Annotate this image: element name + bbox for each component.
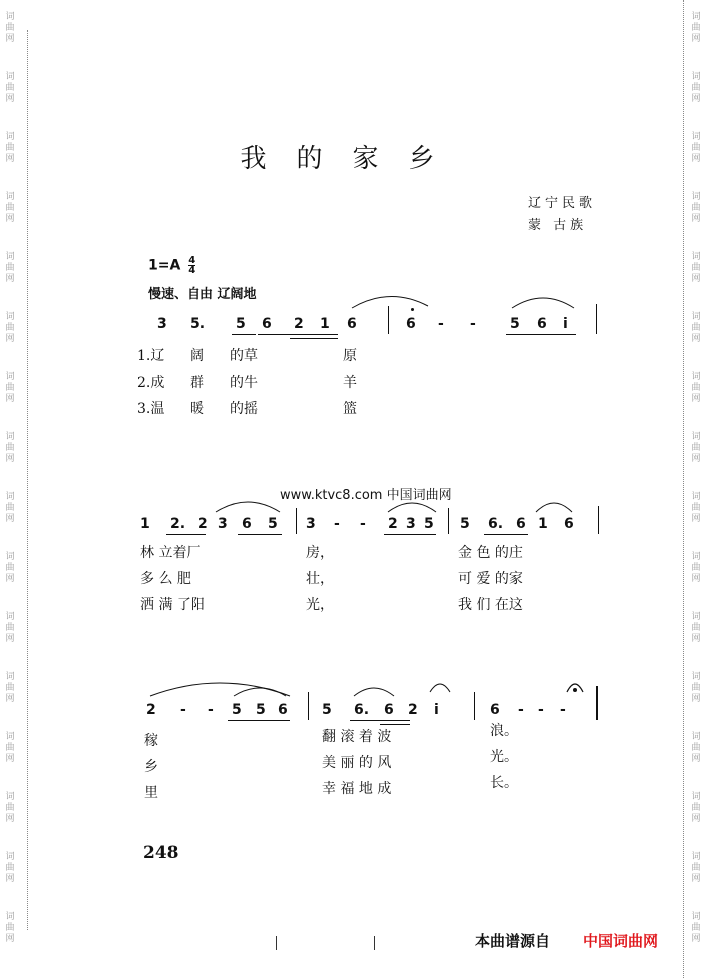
- side-watermark-char: 词: [5, 72, 15, 82]
- side-watermark-char: 网: [5, 34, 15, 44]
- side-watermark-char: 网: [691, 754, 701, 764]
- side-watermark-glyphs: [688, 192, 704, 225]
- side-watermark-char: 网: [691, 214, 701, 224]
- time-signature: [188, 256, 195, 275]
- lyric: 可 爱 的家: [458, 571, 523, 587]
- lyric: 翻 滚 着 波: [322, 729, 392, 745]
- side-watermark-glyphs: [2, 792, 18, 825]
- key-signature: [148, 256, 195, 275]
- note: 5: [460, 516, 470, 532]
- side-watermark-char: 网: [5, 634, 15, 644]
- slur: [386, 496, 438, 514]
- side-watermark-char: 曲: [691, 323, 701, 333]
- lyric: 里: [144, 785, 158, 801]
- side-watermark-char: 词: [691, 732, 701, 742]
- side-watermark-char: 网: [5, 574, 15, 584]
- side-watermark-char: 词: [5, 252, 15, 262]
- side-watermark-glyphs: [2, 912, 18, 945]
- lyric: 光。: [490, 749, 518, 765]
- side-watermark-char: 网: [5, 694, 15, 704]
- lyric: 洒 满 了阳: [140, 597, 205, 613]
- side-watermark-glyphs: [2, 192, 18, 225]
- song-title: 我的家乡: [240, 144, 465, 174]
- side-watermark-glyphs: [2, 492, 18, 525]
- note: 6: [490, 702, 500, 718]
- note: 6: [406, 316, 416, 332]
- side-watermark-glyphs: [2, 312, 18, 345]
- bar-line: [308, 692, 309, 720]
- side-watermark-char: 曲: [5, 23, 15, 33]
- side-watermark-char: 词: [5, 432, 15, 442]
- note: 5: [424, 516, 434, 532]
- side-watermark-char: 词: [691, 192, 701, 202]
- note: -: [438, 316, 444, 332]
- side-watermark-glyphs: [2, 12, 18, 45]
- lyric: 的摇: [230, 401, 258, 417]
- side-watermark-char: 词: [5, 792, 15, 802]
- side-watermark-char: 网: [5, 814, 15, 824]
- side-watermark-glyphs: [688, 612, 704, 645]
- side-watermark-char: 曲: [5, 203, 15, 213]
- lyric: 我 们 在这: [458, 597, 523, 613]
- side-watermark-char: 曲: [691, 23, 701, 33]
- side-watermark-char: 曲: [691, 923, 701, 933]
- side-watermark-char: 网: [5, 754, 15, 764]
- note: 5: [232, 702, 242, 718]
- side-watermark-glyphs: [688, 312, 704, 345]
- side-watermark-char: 网: [691, 874, 701, 884]
- side-watermark-char: 词: [5, 12, 15, 22]
- side-watermark-char: 曲: [5, 683, 15, 693]
- side-watermark-char: 网: [691, 454, 701, 464]
- side-watermark-char: 网: [691, 394, 701, 404]
- side-watermark-char: 曲: [5, 383, 15, 393]
- side-watermark-char: 词: [691, 672, 701, 682]
- note: -: [180, 702, 186, 718]
- footer-brand-link[interactable]: 中国词曲网: [583, 932, 659, 950]
- side-watermark-char: 词: [691, 312, 701, 322]
- lyric: 稼: [144, 733, 158, 749]
- side-watermark-char: 网: [691, 274, 701, 284]
- side-watermark-glyphs: [688, 912, 704, 945]
- note: 2: [388, 516, 398, 532]
- lyric: 壮，: [306, 571, 334, 587]
- fermata-icon: [566, 680, 584, 694]
- side-watermark-char: 词: [5, 732, 15, 742]
- note: -: [538, 702, 544, 718]
- beam-underline: [238, 534, 282, 535]
- note: 3: [306, 516, 316, 532]
- note: 2: [198, 516, 208, 532]
- lyric: 浪。: [490, 723, 518, 739]
- beam-underline: [228, 720, 290, 721]
- side-watermark-char: 曲: [691, 563, 701, 573]
- side-watermark-char: 词: [5, 312, 15, 322]
- side-watermark-char: 曲: [5, 863, 15, 873]
- side-watermark-char: 网: [691, 934, 701, 944]
- side-watermark-char: 词: [5, 852, 15, 862]
- note: 6: [242, 516, 252, 532]
- time-den: 4: [188, 265, 196, 276]
- side-watermark-glyphs: [688, 672, 704, 705]
- note: 1: [140, 516, 150, 532]
- side-watermark-char: 网: [691, 334, 701, 344]
- side-watermark-glyphs: [688, 552, 704, 585]
- side-watermark-char: 曲: [5, 323, 15, 333]
- note: 1: [538, 516, 548, 532]
- note: 2.: [170, 516, 186, 532]
- side-watermark-glyphs: [2, 372, 18, 405]
- note: -: [470, 316, 476, 332]
- slur: [534, 496, 574, 514]
- side-watermark-char: 曲: [5, 923, 15, 933]
- side-watermark-char: 曲: [5, 503, 15, 513]
- beam-underline: [290, 338, 338, 339]
- note: 2: [408, 702, 418, 718]
- beam-underline: [484, 534, 528, 535]
- lyric: 群: [190, 375, 204, 391]
- lyric: 美 丽 的 风: [322, 755, 392, 771]
- side-watermark-char: 曲: [691, 743, 701, 753]
- side-watermark-char: 词: [5, 132, 15, 142]
- footer-source-label: 本曲谱源自: [475, 932, 551, 950]
- side-watermark-glyphs: [2, 72, 18, 105]
- time-num: 4: [188, 255, 196, 266]
- lyric: 暖: [190, 401, 204, 417]
- side-watermark-char: 曲: [691, 503, 701, 513]
- side-watermark-glyphs: [2, 552, 18, 585]
- side-watermark-char: 曲: [691, 683, 701, 693]
- side-watermark-char: 曲: [691, 803, 701, 813]
- bar-line: [596, 686, 598, 720]
- side-watermark-glyphs: [688, 252, 704, 285]
- note: 6: [564, 516, 574, 532]
- side-watermark-glyphs: [688, 492, 704, 525]
- footer-tick: [276, 936, 277, 950]
- side-watermark-char: 网: [5, 214, 15, 224]
- side-watermark-char: 词: [691, 372, 701, 382]
- side-watermark-char: 词: [5, 492, 15, 502]
- lyric: 乡: [144, 759, 158, 775]
- side-watermark-char: 词: [691, 492, 701, 502]
- note: 1: [320, 316, 330, 332]
- side-watermark-glyphs: [2, 612, 18, 645]
- lyric: 阔: [190, 348, 204, 364]
- lyric: 的草: [230, 348, 258, 364]
- note: i: [434, 702, 439, 718]
- slur: [510, 290, 576, 310]
- note: 3: [406, 516, 416, 532]
- side-watermark-char: 词: [691, 852, 701, 862]
- note: -: [360, 516, 366, 532]
- side-watermark-char: 词: [691, 132, 701, 142]
- side-watermark-glyphs: [2, 252, 18, 285]
- beam-underline: [506, 334, 576, 335]
- side-watermark-char: 曲: [5, 83, 15, 93]
- side-watermark-glyphs: [2, 672, 18, 705]
- bar-line: [388, 306, 389, 334]
- footer-tick: [374, 936, 375, 950]
- side-watermark-char: 曲: [691, 83, 701, 93]
- side-watermark-char: 词: [691, 432, 701, 442]
- side-watermark-char: 网: [5, 334, 15, 344]
- side-watermark-char: 网: [691, 574, 701, 584]
- lyric: 3.温: [137, 401, 165, 417]
- note: 5: [236, 316, 246, 332]
- beam-underline: [350, 720, 410, 721]
- note: 5: [510, 316, 520, 332]
- side-watermark-char: 词: [691, 612, 701, 622]
- side-watermark-char: 曲: [691, 263, 701, 273]
- side-watermark-char: 曲: [691, 863, 701, 873]
- note: 5: [322, 702, 332, 718]
- side-watermark-glyphs: [688, 372, 704, 405]
- side-watermark-glyphs: [688, 12, 704, 45]
- slur: [350, 290, 430, 310]
- side-watermark-glyphs: [688, 72, 704, 105]
- side-watermark-glyphs: [688, 852, 704, 885]
- side-watermark-glyphs: [2, 732, 18, 765]
- side-watermark-char: 网: [5, 934, 15, 944]
- bar-line: [596, 304, 597, 334]
- side-watermark-char: 曲: [5, 443, 15, 453]
- side-watermark-glyphs: [688, 792, 704, 825]
- lyric: 光，: [306, 597, 334, 613]
- slur: [428, 678, 452, 694]
- note: 6.: [488, 516, 504, 532]
- side-watermark-char: 曲: [5, 803, 15, 813]
- lyric: 原: [343, 348, 357, 364]
- tempo-marking: 慢速、自由 辽阔地: [148, 287, 257, 302]
- note: 6: [384, 702, 394, 718]
- side-watermark-char: 词: [5, 192, 15, 202]
- side-watermark-char: 曲: [5, 623, 15, 633]
- side-watermark-char: 网: [5, 154, 15, 164]
- page-number: 248: [143, 843, 179, 863]
- side-watermark-char: 词: [5, 552, 15, 562]
- side-watermark-char: 词: [691, 912, 701, 922]
- lyric: 幸 福 地 成: [322, 781, 392, 797]
- beam-underline: [258, 334, 338, 335]
- key-label: 1=A: [148, 257, 181, 274]
- side-watermark-char: 词: [691, 792, 701, 802]
- side-watermark-char: 词: [691, 12, 701, 22]
- lyric: 林 立着厂: [140, 545, 201, 561]
- side-watermark-char: 网: [5, 394, 15, 404]
- note: -: [208, 702, 214, 718]
- side-watermark-glyphs: [688, 432, 704, 465]
- note: 2: [294, 316, 304, 332]
- side-watermark-char: 词: [691, 552, 701, 562]
- note: 6: [347, 316, 357, 332]
- lyric: 多 么 肥: [140, 571, 191, 587]
- side-watermark-char: 词: [5, 672, 15, 682]
- slur: [214, 496, 282, 514]
- side-watermark-char: 网: [5, 874, 15, 884]
- side-watermark-char: 网: [5, 94, 15, 104]
- note: 6.: [354, 702, 370, 718]
- lyric: 2.成: [137, 375, 165, 391]
- beam-underline: [166, 534, 206, 535]
- side-watermark-char: 网: [691, 514, 701, 524]
- lyric: 1.辽: [137, 348, 165, 364]
- side-watermark-char: 网: [691, 34, 701, 44]
- slur: [352, 682, 396, 698]
- side-watermark-char: 词: [5, 912, 15, 922]
- side-watermark-char: 网: [691, 814, 701, 824]
- note: 6: [537, 316, 547, 332]
- lyric: 房，: [306, 545, 334, 561]
- note: -: [560, 702, 566, 718]
- note: 3: [218, 516, 228, 532]
- note: 5: [268, 516, 278, 532]
- song-ethnic: 蒙 古族: [528, 218, 588, 233]
- side-watermark-char: 曲: [691, 203, 701, 213]
- bar-line: [598, 506, 599, 534]
- side-watermark-char: 曲: [5, 143, 15, 153]
- note: 6: [516, 516, 526, 532]
- side-watermark-char: 曲: [691, 623, 701, 633]
- beam-underline: [232, 334, 256, 335]
- note: 6: [278, 702, 288, 718]
- note: -: [518, 702, 524, 718]
- side-watermark-char: 网: [5, 514, 15, 524]
- lyric: 长。: [490, 775, 518, 791]
- side-watermark-char: 曲: [691, 383, 701, 393]
- side-watermark-char: 曲: [5, 263, 15, 273]
- side-watermark-char: 词: [5, 612, 15, 622]
- side-watermark-char: 曲: [691, 143, 701, 153]
- side-watermark-char: 网: [691, 694, 701, 704]
- bar-line: [296, 508, 297, 534]
- note: i: [563, 316, 568, 332]
- side-watermark-glyphs: [2, 852, 18, 885]
- note: 6: [262, 316, 272, 332]
- fermata-dot: [411, 308, 414, 311]
- lyric: 的牛: [230, 375, 258, 391]
- side-watermark-char: 网: [691, 94, 701, 104]
- side-watermark-char: 曲: [691, 443, 701, 453]
- lyric: 羊: [343, 375, 357, 391]
- beam-underline: [380, 724, 410, 725]
- side-watermark-char: 网: [5, 454, 15, 464]
- note: 5: [256, 702, 266, 718]
- note: 3: [157, 316, 167, 332]
- note: -: [334, 516, 340, 532]
- note: 2: [146, 702, 156, 718]
- side-watermark-char: 网: [5, 274, 15, 284]
- side-watermark-char: 曲: [5, 563, 15, 573]
- song-origin: 辽宁民歌: [528, 196, 597, 211]
- side-watermark-char: 词: [691, 252, 701, 262]
- note: 5.: [190, 316, 206, 332]
- side-watermark-glyphs: [688, 732, 704, 765]
- bar-line: [474, 692, 475, 720]
- beam-underline: [384, 534, 436, 535]
- side-watermark-char: 词: [5, 372, 15, 382]
- watermark-url: www.ktvc8.com 中国词曲网: [280, 488, 452, 503]
- side-watermark-char: 词: [691, 72, 701, 82]
- slur: [232, 682, 288, 698]
- bar-line: [448, 508, 449, 534]
- side-watermark-char: 网: [691, 154, 701, 164]
- side-watermark-glyphs: [2, 432, 18, 465]
- side-watermark-char: 曲: [5, 743, 15, 753]
- lyric: 金 色 的庄: [458, 545, 523, 561]
- lyric: 篮: [343, 401, 357, 417]
- side-watermark-char: 网: [691, 634, 701, 644]
